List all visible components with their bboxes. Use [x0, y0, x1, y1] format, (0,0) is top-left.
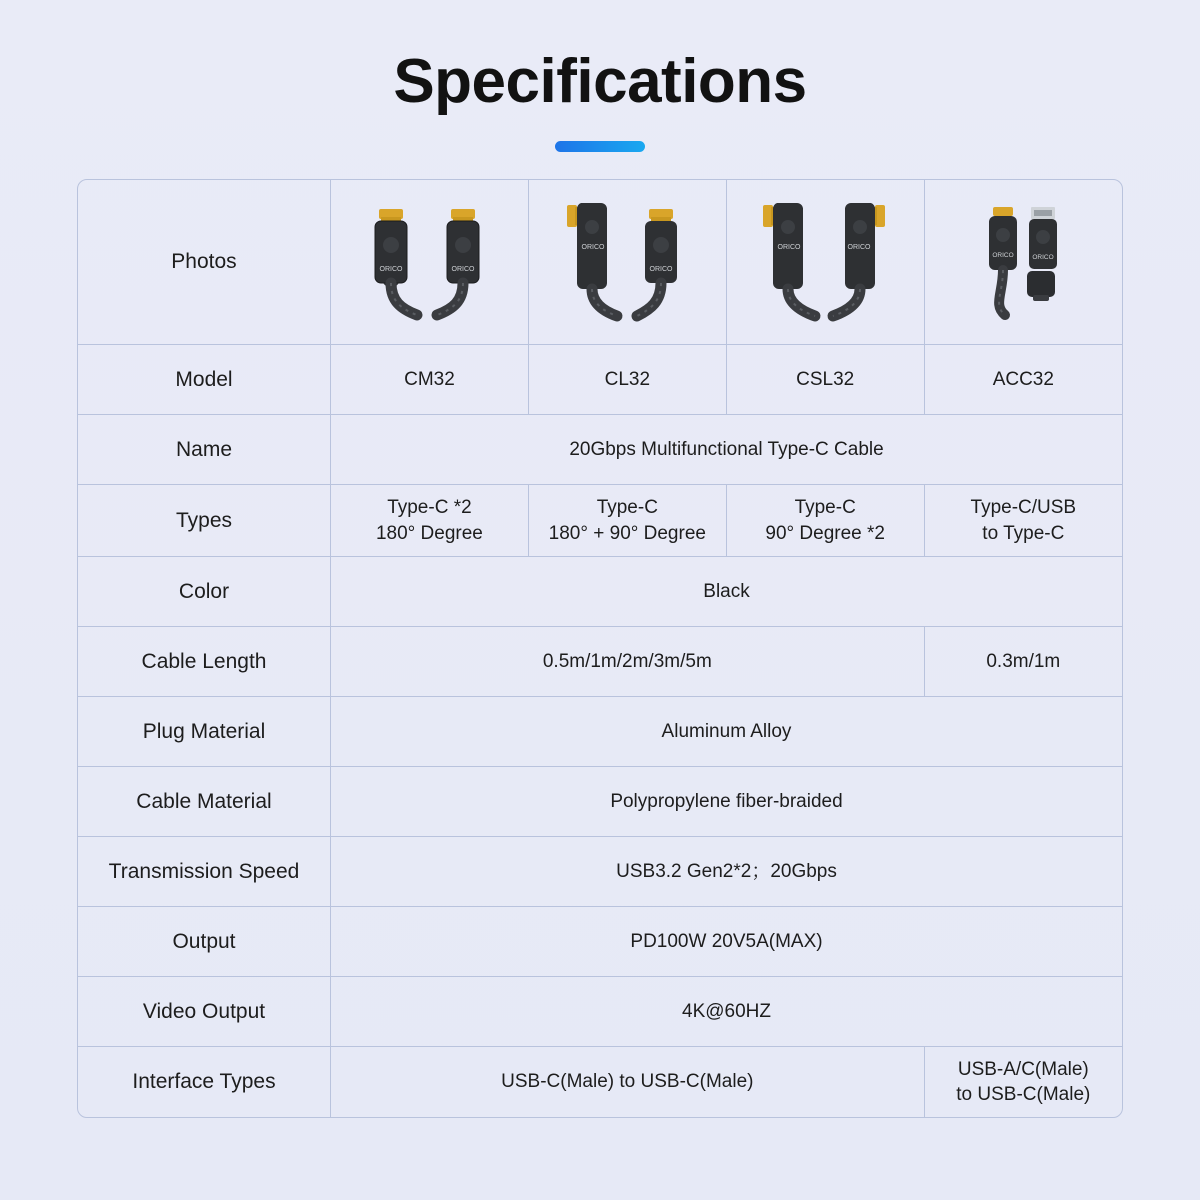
- cell-model-cm32: CM32: [331, 345, 529, 415]
- types-line-2: 90° Degree *2: [765, 522, 885, 544]
- cell-plug-material-value: Aluminum Alloy: [331, 697, 1123, 767]
- cell-cable-material-value: Polypropylene fiber-braided: [331, 767, 1123, 837]
- row-label-video-output: Video Output: [78, 977, 331, 1047]
- cell-cable-length-acc32: 0.3m/1m: [924, 627, 1122, 697]
- svg-text:ORICO: ORICO: [581, 244, 605, 252]
- types-line-2: to Type-C: [982, 522, 1065, 544]
- table-row: [78, 180, 1122, 345]
- row-label-color: Color: [78, 557, 331, 627]
- types-line-1: Type-C: [794, 497, 856, 519]
- cable-right-angle-both-icon: [733, 196, 918, 328]
- svg-text:ORICO: ORICO: [451, 266, 475, 274]
- svg-text:ORICO: ORICO: [649, 266, 673, 274]
- table-row: [78, 415, 1122, 485]
- cell-types-cl32: [528, 485, 726, 557]
- cable-straight-right-angle-icon: [535, 196, 720, 328]
- cell-name-value: 20Gbps Multifunctional Type-C Cable: [331, 415, 1123, 485]
- specifications-table: [78, 180, 1122, 1117]
- cell-color-value: Black: [331, 557, 1123, 627]
- cable-straight-both-icon: [337, 196, 522, 328]
- row-label-name: Name: [78, 415, 331, 485]
- table-row: [78, 907, 1122, 977]
- table-row: [78, 977, 1122, 1047]
- cell-cable-length-main: 0.5m/1m/2m/3m/5m: [331, 627, 925, 697]
- table-row: [78, 837, 1122, 907]
- cell-types-cm32: [331, 485, 529, 557]
- cell-output-value: PD100W 20V5A(MAX): [331, 907, 1123, 977]
- row-label-cable-length: Cable Length: [78, 627, 331, 697]
- cell-transmission-speed-value: USB3.2 Gen2*2；20Gbps: [331, 837, 1123, 907]
- types-line-2: 180° Degree: [375, 522, 483, 544]
- svg-text:ORICO: ORICO: [847, 244, 871, 252]
- svg-text:ORICO: ORICO: [379, 266, 403, 274]
- cell-video-output-value: 4K@60HZ: [331, 977, 1123, 1047]
- table-row: [78, 485, 1122, 557]
- interface-line-2: to USB-C(Male): [956, 1084, 1091, 1106]
- row-label-transmission-speed: Transmission Speed: [78, 837, 331, 907]
- table-row: [78, 557, 1122, 627]
- row-label-cable-material: Cable Material: [78, 767, 331, 837]
- cell-model-csl32: CSL32: [726, 345, 924, 415]
- types-line-1: Type-C *2: [387, 497, 472, 519]
- cell-model-acc32: ACC32: [924, 345, 1122, 415]
- svg-text:ORICO: ORICO: [1032, 254, 1054, 262]
- row-label-plug-material: Plug Material: [78, 697, 331, 767]
- cell-interface-types-main: USB-C(Male) to USB-C(Male): [331, 1047, 925, 1117]
- types-line-1: Type-C: [596, 497, 658, 519]
- row-label-photos: Photos: [78, 180, 331, 345]
- table-row: [78, 1047, 1122, 1117]
- cell-photo-acc32: [924, 180, 1122, 345]
- table-row: [78, 627, 1122, 697]
- types-line-2: 180° + 90° Degree: [548, 522, 706, 544]
- page-title: Specifications: [393, 47, 807, 116]
- row-label-output: Output: [78, 907, 331, 977]
- table-row: [78, 767, 1122, 837]
- table-row: [78, 697, 1122, 767]
- cell-photo-csl32: [726, 180, 924, 345]
- cell-photo-cl32: [528, 180, 726, 345]
- row-label-model: Model: [78, 345, 331, 415]
- cell-interface-types-acc32: [924, 1047, 1122, 1117]
- specifications-table-container: [77, 179, 1123, 1118]
- svg-text:ORICO: ORICO: [777, 244, 801, 252]
- row-label-types: Types: [78, 485, 331, 557]
- accent-bar: [555, 141, 645, 152]
- types-line-1: Type-C/USB: [970, 497, 1077, 519]
- cell-types-csl32: [726, 485, 924, 557]
- cable-usb-a-c-combo-icon: [931, 196, 1116, 328]
- svg-text:ORICO: ORICO: [992, 252, 1014, 260]
- cell-model-cl32: CL32: [528, 345, 726, 415]
- cell-types-acc32: [924, 485, 1122, 557]
- row-label-interface-types: Interface Types: [78, 1047, 331, 1117]
- interface-line-1: USB-A/C(Male): [957, 1058, 1089, 1080]
- table-row: [78, 345, 1122, 415]
- cell-photo-cm32: [331, 180, 529, 345]
- accent-divider: [0, 141, 1200, 152]
